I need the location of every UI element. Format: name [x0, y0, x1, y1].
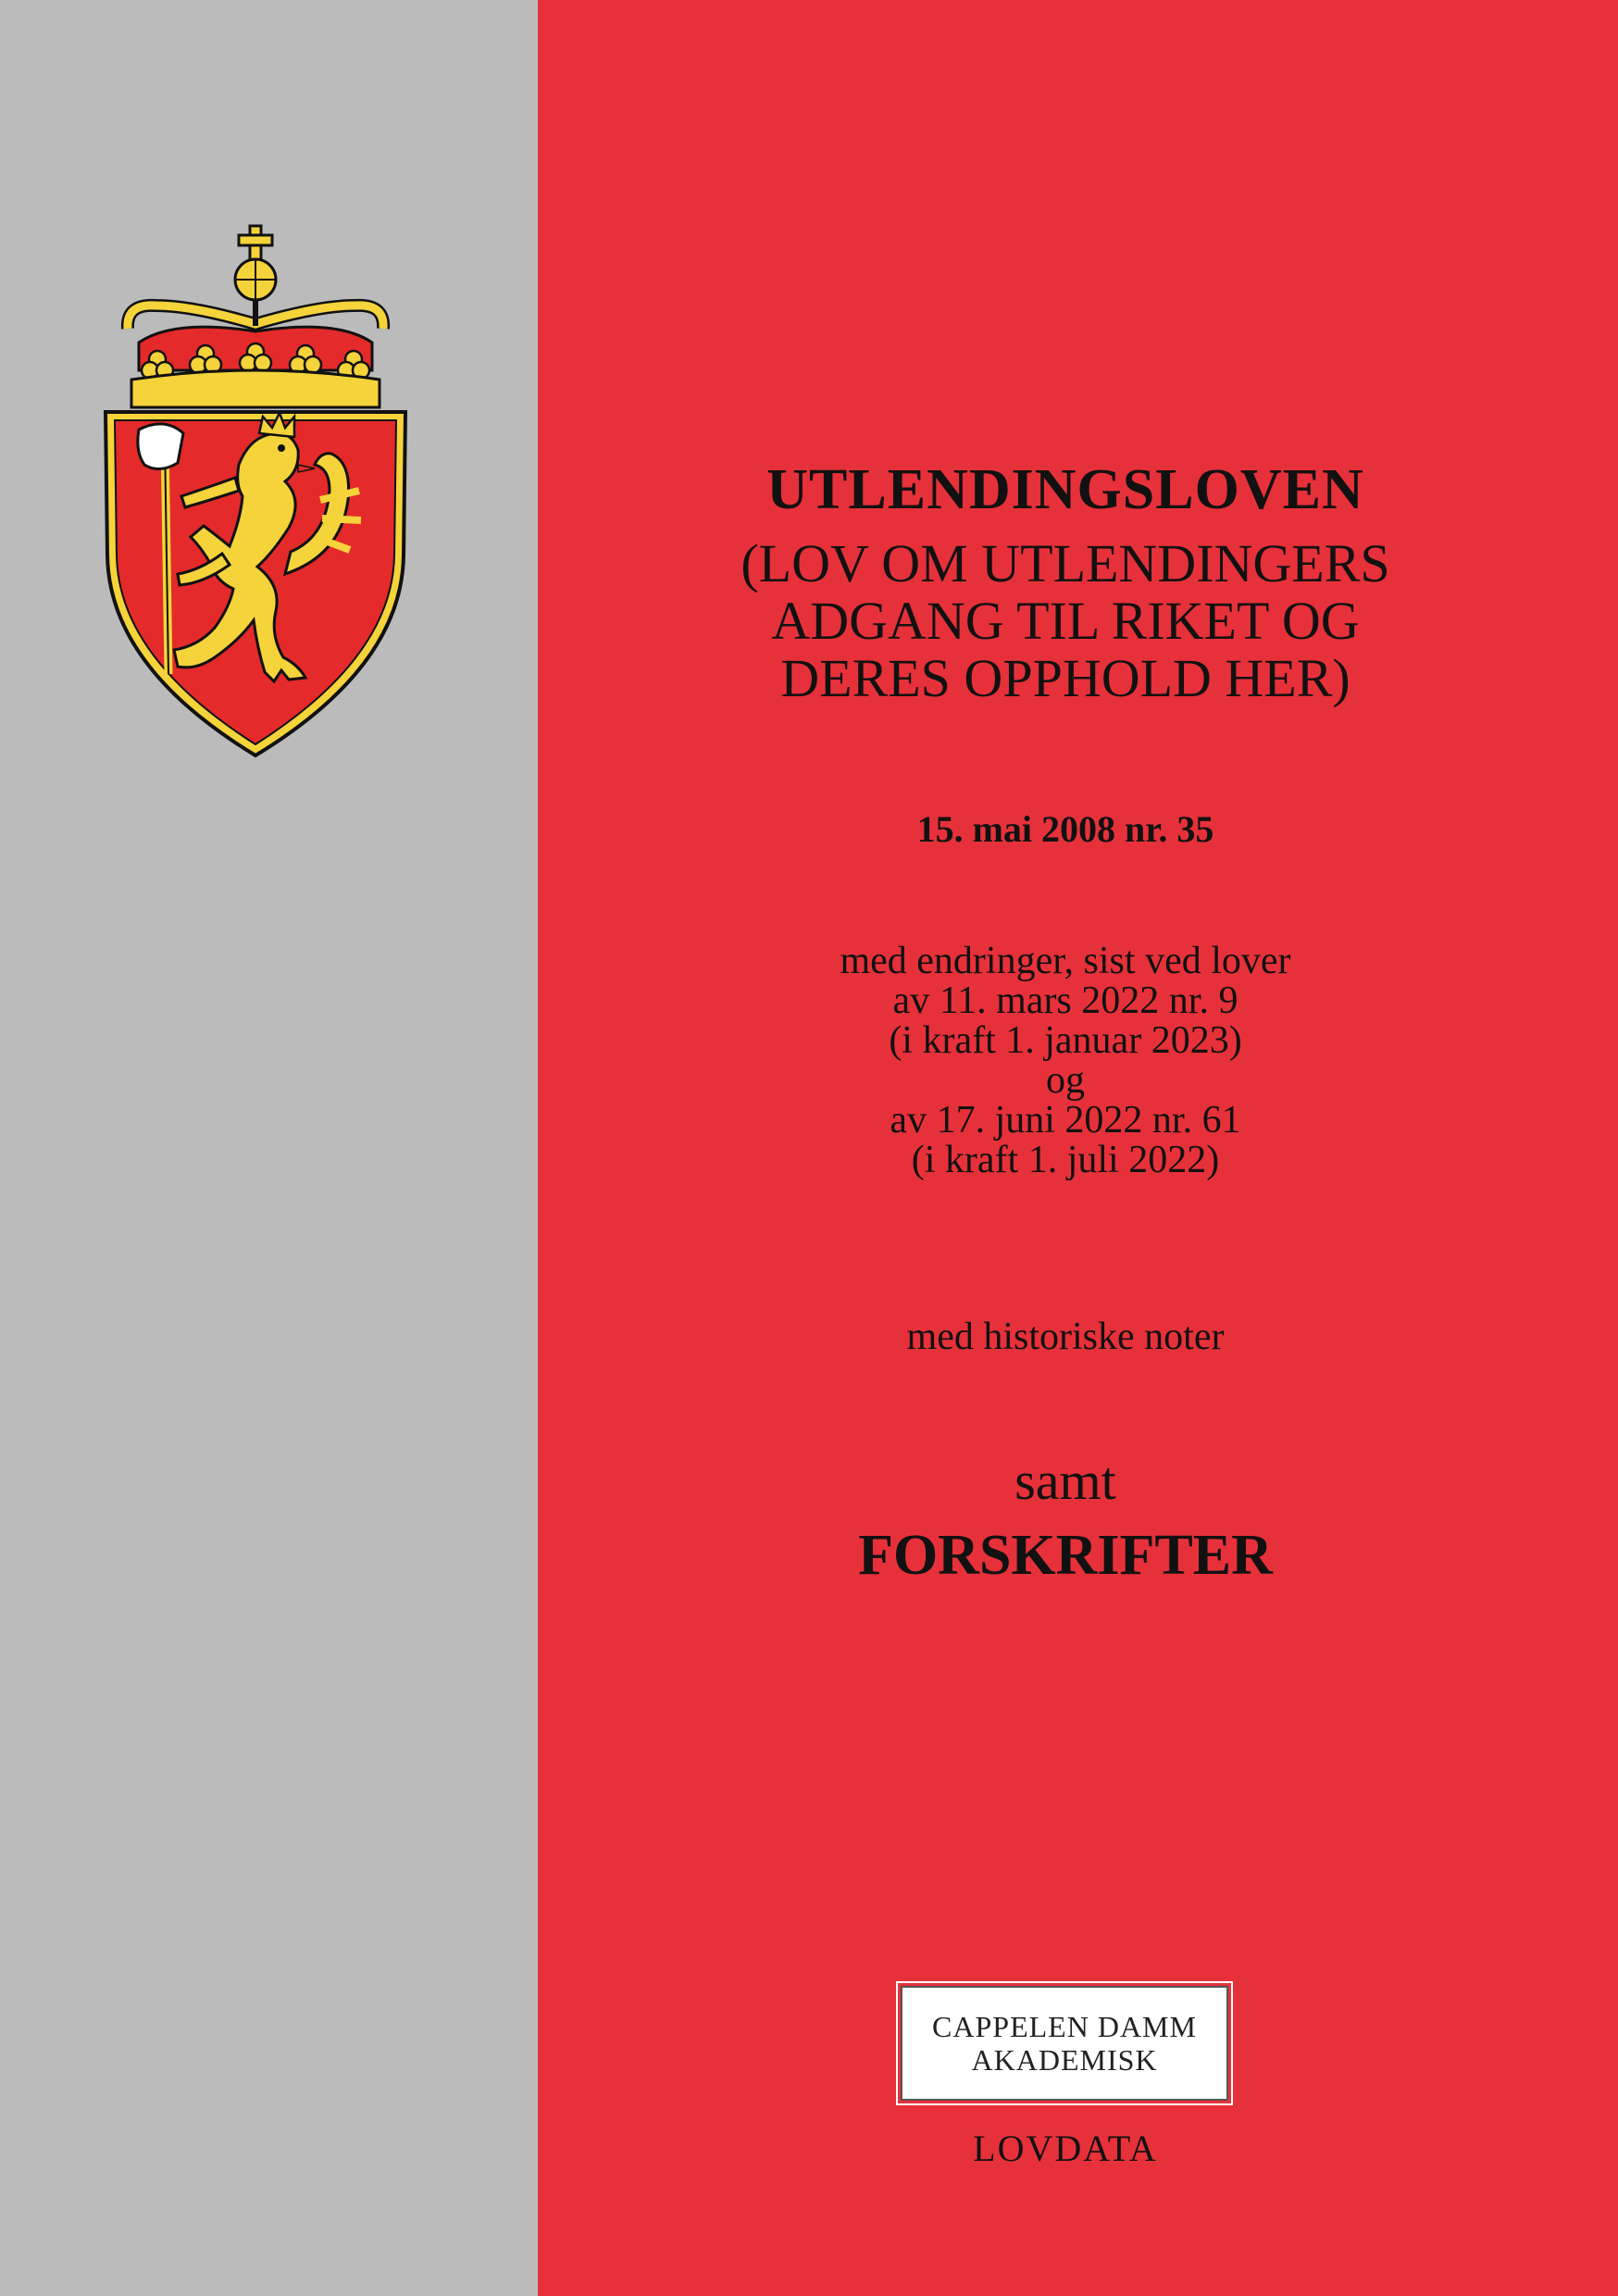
book-subtitle: [538, 535, 1593, 707]
forskrifter-heading: FORSKRIFTER: [858, 1524, 1273, 1587]
subtitle-line: ADGANG TIL RIKET OG: [771, 591, 1360, 651]
amendment-line: av 17. juni 2022 nr. 61: [890, 1099, 1241, 1142]
amendment-line: av 11. mars 2022 nr. 9: [892, 980, 1238, 1022]
norwegian-coat-of-arms-icon: [100, 222, 411, 759]
amendment-line: med endringer, sist ved lover: [840, 940, 1291, 982]
book-title: UTLENDINGSLOVEN: [766, 458, 1364, 521]
publisher-name: CAPPELEN DAMM: [932, 2010, 1197, 2043]
amendments-block: [538, 942, 1593, 1180]
historical-notes: med historiske noter: [906, 1316, 1225, 1358]
publisher-division: AKADEMISK: [971, 2043, 1158, 2077]
amendment-line: og: [1046, 1059, 1085, 1102]
amendment-line: (i kraft 1. juli 2022): [911, 1139, 1220, 1181]
publisher-logo: [901, 1986, 1228, 2101]
samt-text: samt: [1014, 1451, 1116, 1511]
subtitle-line: (LOV OM UTLENDINGERS: [741, 533, 1390, 593]
law-date: 15. mai 2008 nr. 35: [916, 808, 1214, 850]
imprint-lovdata: LOVDATA: [973, 2128, 1158, 2169]
subtitle-line: DERES OPPHOLD HER): [780, 648, 1350, 708]
amendment-line: (i kraft 1. januar 2023): [889, 1019, 1242, 1062]
